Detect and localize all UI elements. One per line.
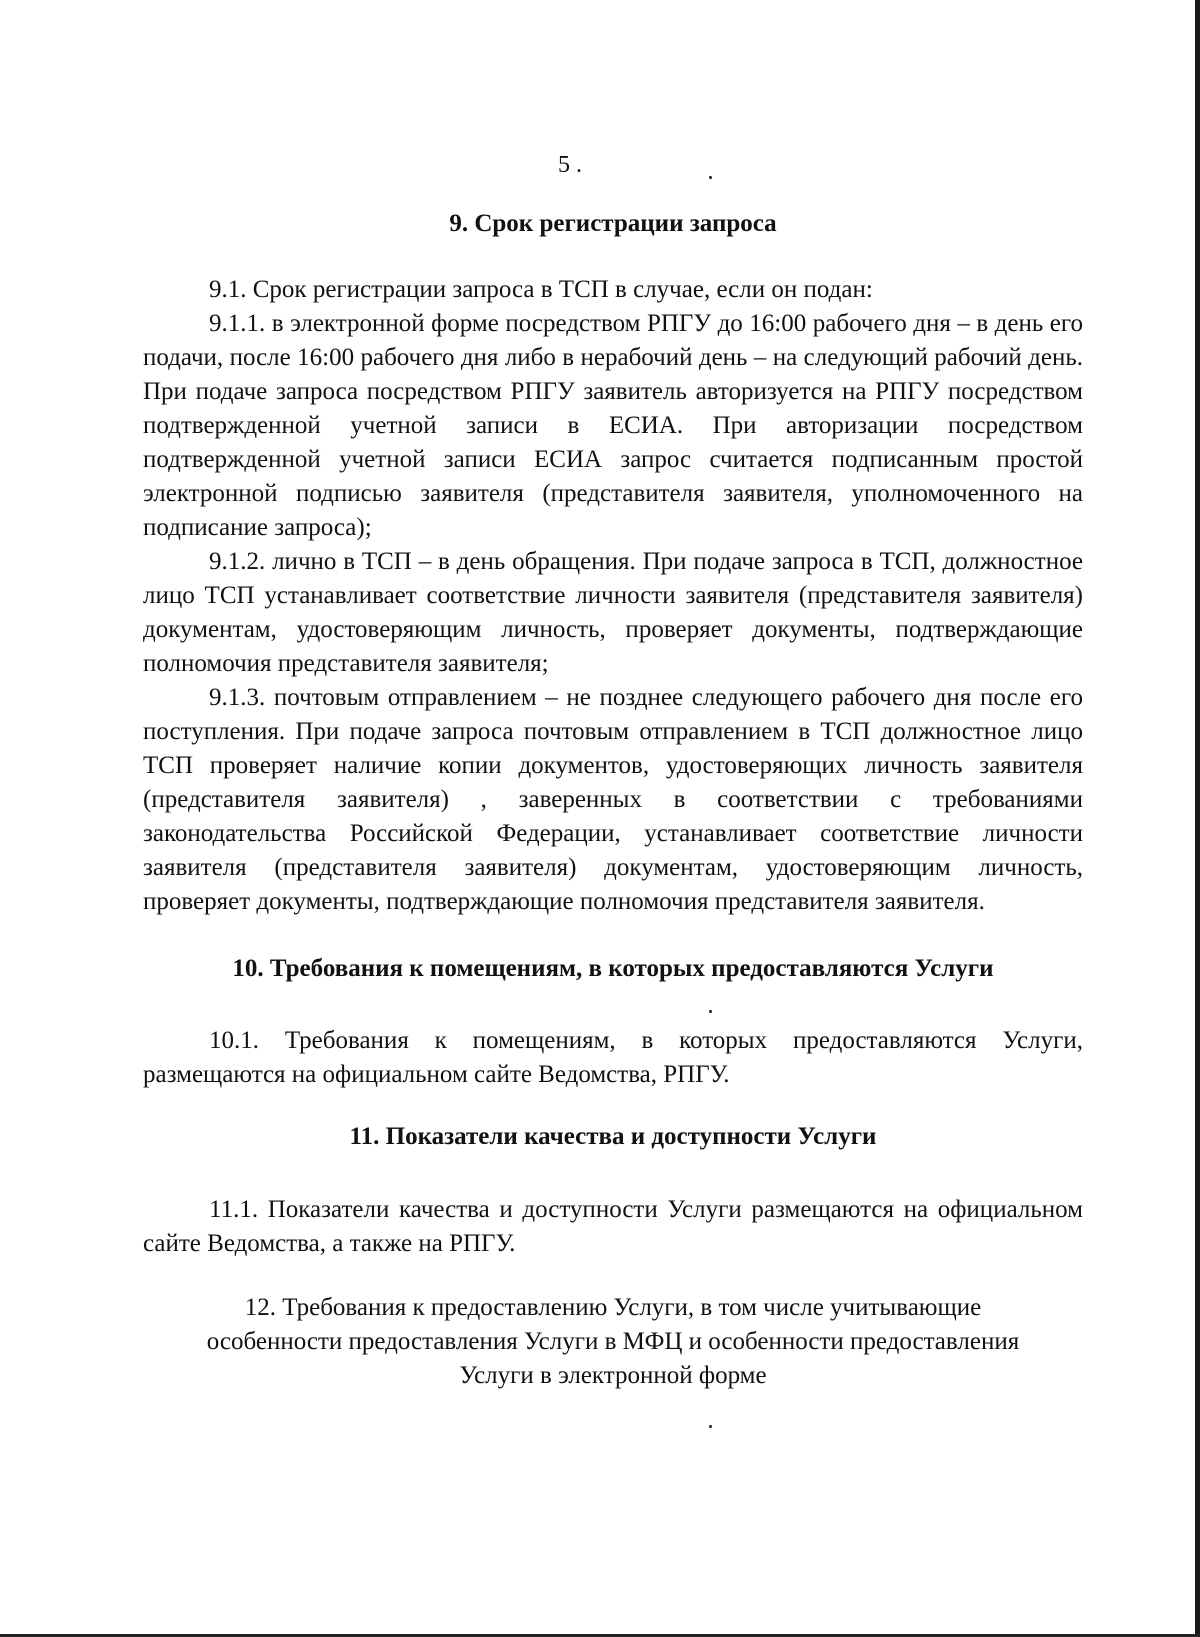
- section-12-heading: [143, 1291, 1083, 1393]
- section-12-heading-line: особенности предоставления Услуги в МФЦ и особенности предоставления: [206, 1328, 1020, 1355]
- paragraph-9-1-2: 9.1.2. лично в ТСП – в день обращения. При подаче запроса в ТСП, должностное лицо ТСП устанавливает соответствие личности заявителя (представителя заявителя) документам, удостоверяющим личность, проверяет документы, подтверждающие полномочия представителя заявителя;: [143, 548, 1083, 677]
- page-number: 5 .: [558, 152, 582, 178]
- section-11-body: [143, 1193, 1083, 1261]
- paragraph-11-1: 11.1. Показатели качества и доступности Услуги размещаются на официальном сайте Ведомства, а также на РПГУ.: [143, 1196, 1083, 1257]
- section-9-heading: 9. Срок регистрации запроса: [449, 210, 777, 237]
- section-9-body: [143, 273, 1083, 919]
- section-11-heading: 11. Показатели качества и доступности Услуги: [349, 1123, 877, 1150]
- paragraph-9-1: 9.1. Срок регистрации запроса в ТСП в случае, если он подан:: [209, 276, 873, 303]
- section-12-heading-line: Услуги в электронной форме: [459, 1362, 767, 1389]
- section-10-heading: 10. Требования к помещениям, в которых предоставляются Услуги: [232, 955, 994, 982]
- paragraph-10-1: 10.1. Требования к помещениям, в которых предоставляются Услуги, размещаются на официальном сайте Ведомства, РПГУ.: [143, 1027, 1083, 1088]
- section-12-heading-line: 12. Требования к предоставлению Услуги, в том числе учитывающие: [244, 1294, 982, 1321]
- scan-speck: [709, 1010, 712, 1013]
- paragraph-9-1-3: 9.1.3. почтовым отправлением – не позднее следующего рабочего дня после его поступления. При подаче запроса почтовым отправлением в ТСП должностное лицо ТСП проверяет наличие копии документов, удостоверяющих личность заявителя (представителя заявителя) , заверенных в соответствии с требованиями законодательства Российской Федерации, устанавливает соответствие личности заявителя (представителя заявителя) документам, удостоверяющим личность, проверяет документы, подтверждающие полномочия представителя заявителя.: [143, 684, 1083, 915]
- section-10-body: [143, 1024, 1083, 1092]
- scan-edge: [1195, 0, 1200, 1637]
- scan-speck: [709, 176, 712, 179]
- paragraph-9-1-1: 9.1.1. в электронной форме посредством РПГУ до 16:00 рабочего дня – в день его подачи, после 16:00 рабочего дня либо в нерабочий день – на следующий рабочий день. При подаче запроса посредством РПГУ заявитель авторизуется на РПГУ посредством подтвержденной учетной записи в ЕСИА. При авторизации посредством подтвержденной учетной записи ЕСИА запрос считается подписанным простой электронной подписью заявителя (представителя заявителя, уполномоченного на подписание запроса);: [143, 310, 1083, 541]
- scan-speck: [709, 1425, 712, 1428]
